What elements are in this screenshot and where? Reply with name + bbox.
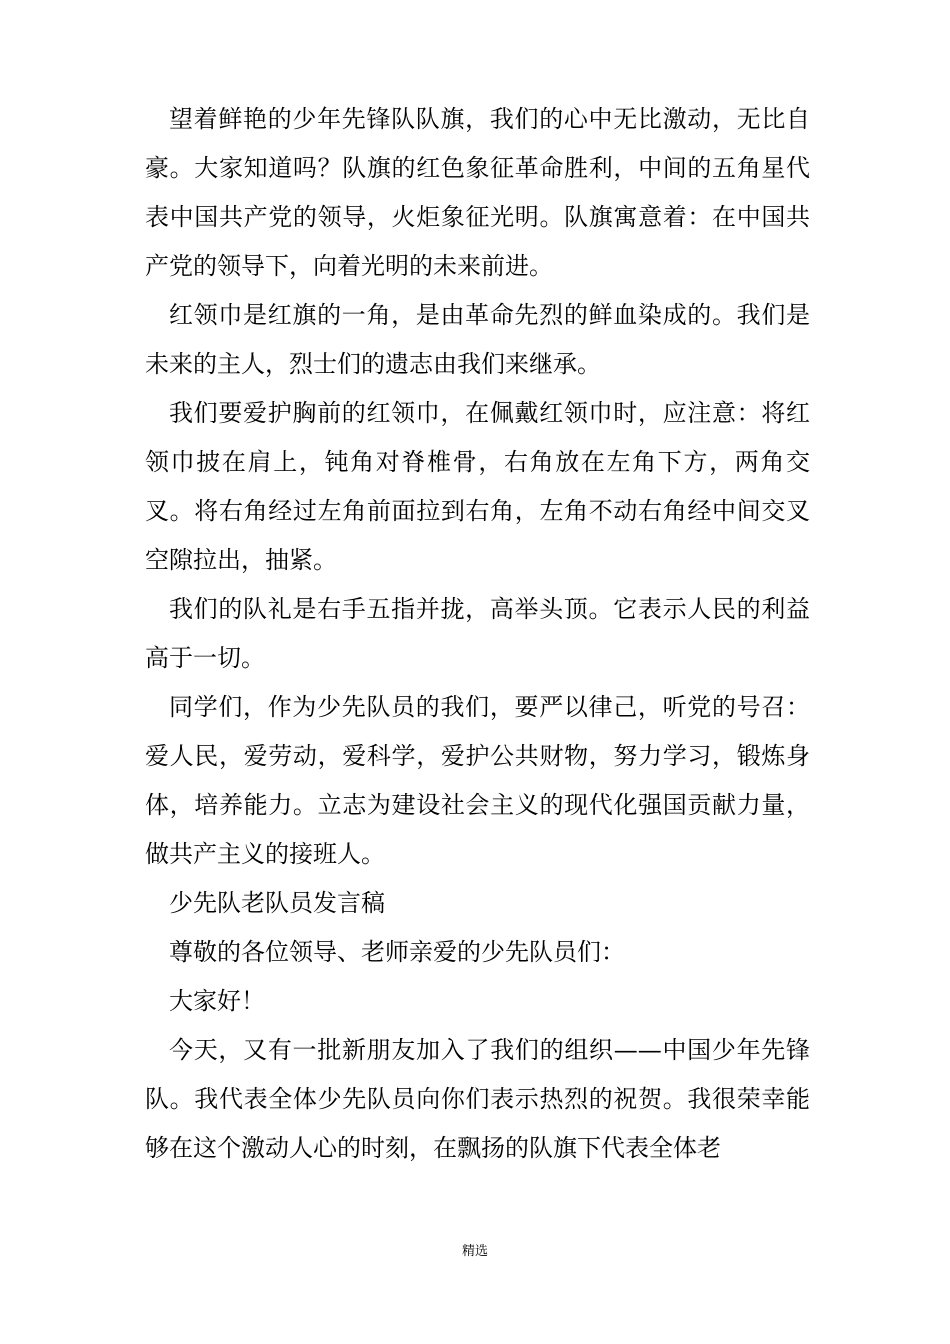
greeting: 大家好！ [169,987,265,1015]
page-footer: 精选 [461,1244,488,1259]
document-body [145,95,810,1173]
paragraph-salute: 我们的队礼是右手五指并拢，高举头顶。它表示人民的利益高于一切。 [145,595,810,672]
paragraph-speech-opening: 今天，又有一批新朋友加入了我们的组织——中国少年先锋队。我代表全体少先队员向你们表示热烈的祝贺。我很荣幸能够在这个激动人心的时刻，在飘扬的队旗下代表全体老 [145,1036,810,1162]
paragraph-call-to-action: 同学们，作为少先队员的我们，要严以律己，听党的号召：爱人民，爱劳动，爱科学，爱护公共财物，努力学习，锻炼身体，培养能力。立志为建设社会主义的现代化强国贡献力量，做共产主义的接班人。 [145,693,810,868]
paragraph-red-scarf-wearing: 我们要爱护胸前的红领巾，在佩戴红领巾时，应注意：将红领巾披在肩上，钝角对脊椎骨，右角放在左角下方，两角交叉。将右角经过左角前面拉到右角，左角不动右角经中间交叉空隙拉出，抽紧。 [145,399,810,574]
section-heading: 少先队老队员发言稿 [169,889,385,917]
paragraph-red-scarf-origin: 红领巾是红旗的一角，是由革命先烈的鲜血染成的。我们是未来的主人，烈士们的遗志由我们来继承。 [145,301,810,378]
paragraph-flag-meaning: 望着鲜艳的少年先锋队队旗，我们的心中无比激动，无比自豪。大家知道吗？队旗的红色象征革命胜利，中间的五角星代表中国共产党的领导，火炬象征光明。队旗寓意着：在中国共产党的领导下，向着光明的未来前进。 [145,105,810,280]
salutation: 尊敬的各位领导、老师亲爱的少先队员们： [169,938,625,966]
